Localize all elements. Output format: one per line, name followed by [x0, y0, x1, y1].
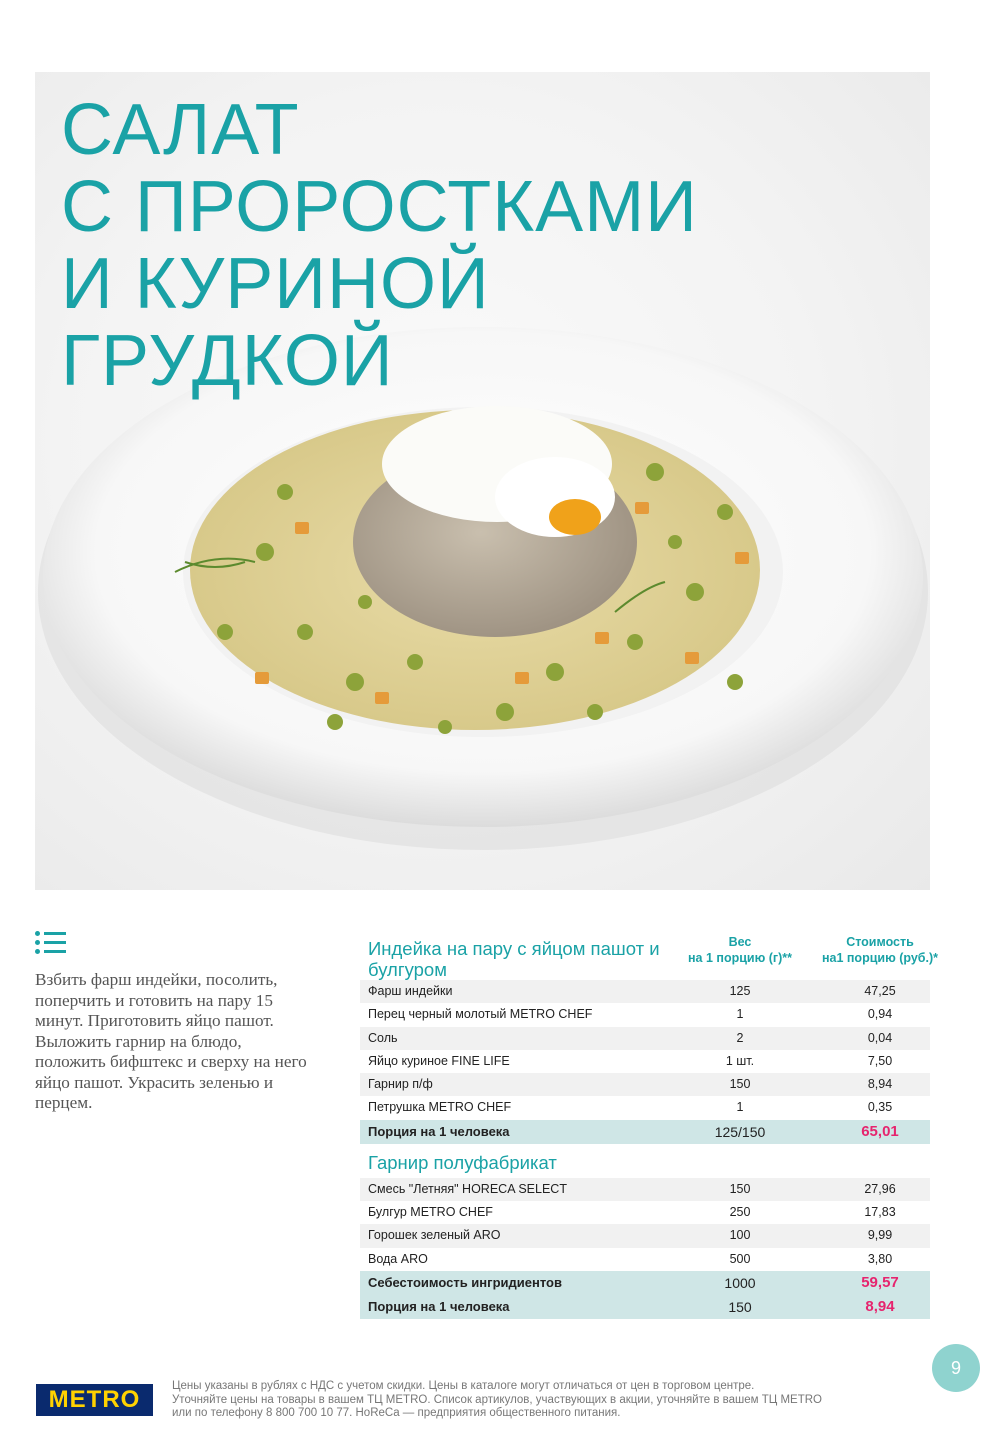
- page-number: 9: [932, 1344, 980, 1392]
- total-weight: 1000: [724, 1274, 756, 1291]
- method-text: Взбить фарш индейки, посолить, поперчить и готовить на пару 15 минут. Приготовить яйцо пашот. Выложить гарнир на блюдо, положить бифштекс и сверху на него яйцо пашот. Украсить зеленью и перцем.: [35, 970, 307, 1112]
- page-title: [61, 92, 698, 400]
- footer-disclaimer: [172, 1380, 872, 1421]
- dish-title: Индейка на пару с яйцом пашот и булгуром: [368, 938, 660, 980]
- row-weight: 1: [736, 1100, 744, 1115]
- row-weight: 250: [729, 1205, 751, 1220]
- total-name: Порция на 1 человека: [368, 1298, 510, 1314]
- total-weight: 150: [728, 1298, 752, 1315]
- title-line: ГРУДКОЙ: [61, 321, 394, 401]
- row-name: Петрушка METRO CHEF: [368, 1100, 512, 1115]
- footer-line: Цены указаны в рублях с НДС с учетом скидки. Цены в каталоге могут отличаться от цен в торговом центре.: [172, 1380, 755, 1392]
- footer-line: Уточняйте цены на товары в вашем ТЦ METRO. Список артикулов, участвующих в акции, уточняйте в вашем ТЦ METRO: [172, 1393, 822, 1406]
- row-weight: 100: [729, 1228, 751, 1243]
- cost-total-row: [360, 1271, 930, 1295]
- total-name: Порция на 1 человека: [368, 1123, 510, 1139]
- row-weight: 1 шт.: [725, 1053, 755, 1068]
- cost-column-header: Стоимость на1 порцию (руб.)*: [821, 935, 939, 965]
- total-cost: 8,94: [865, 1297, 895, 1315]
- table-row: [360, 980, 930, 1003]
- row-name: Гарнир п/ф: [368, 1077, 433, 1092]
- row-weight: 125: [729, 984, 751, 998]
- row-cost: 17,83: [864, 1205, 896, 1220]
- row-weight: 1: [736, 1007, 744, 1022]
- row-cost: 27,96: [864, 1181, 896, 1196]
- row-name: Смесь "Летняя" HORECA SELECT: [368, 1181, 567, 1196]
- table-header: [360, 932, 939, 980]
- table-row: [360, 1201, 930, 1224]
- row-name: Фарш индейки: [368, 984, 453, 998]
- weight-column-header: Вес на 1 порцию (г)**: [688, 935, 792, 965]
- table-row: [360, 1003, 930, 1026]
- row-name: Яйцо куриное FINE LIFE: [368, 1053, 510, 1068]
- table-row: [360, 1178, 930, 1201]
- table-row: [360, 1096, 930, 1119]
- row-weight: 500: [729, 1251, 751, 1266]
- total-cost: 65,01: [861, 1122, 899, 1140]
- garnish-subtitle: Гарнир полуфабрикат: [368, 1151, 557, 1173]
- footer-line: или по телефону 8 800 700 10 77. HoReCa — предприятия общественного питания.: [172, 1407, 621, 1420]
- row-cost: 3,80: [867, 1251, 893, 1266]
- row-name: Булгур METRO CHEF: [368, 1205, 493, 1220]
- row-cost: 47,25: [864, 984, 896, 998]
- row-name: Соль: [368, 1030, 398, 1045]
- table-row: [360, 1027, 930, 1050]
- row-weight: 150: [729, 1077, 751, 1092]
- title-line: САЛАТ: [61, 90, 300, 170]
- title-line: И КУРИНОЙ: [61, 244, 490, 324]
- row-cost: 0,35: [867, 1100, 893, 1115]
- row-name: Вода ARO: [368, 1251, 428, 1266]
- total-row: [360, 1120, 930, 1144]
- row-cost: 0,94: [867, 1007, 893, 1022]
- metro-logo: [36, 1384, 153, 1416]
- table-row: [360, 1248, 930, 1271]
- row-name: Перец черный молотый METRO CHEF: [368, 1007, 593, 1022]
- total-name: Себестоимость ингридиентов: [368, 1274, 562, 1290]
- row-cost: 0,04: [867, 1030, 893, 1045]
- hero-photo: [35, 72, 930, 890]
- list-icon: [35, 930, 69, 956]
- table-row: [360, 1224, 930, 1247]
- table-row: [360, 1050, 930, 1073]
- row-weight: 150: [729, 1181, 751, 1196]
- method-block: [35, 930, 315, 1114]
- row-name: Горошек зеленый ARO: [368, 1228, 501, 1243]
- table-row: [360, 1073, 930, 1096]
- row-cost: 9,99: [867, 1228, 893, 1243]
- row-cost: 7,50: [867, 1053, 893, 1068]
- total-cost: 59,57: [861, 1273, 899, 1291]
- cost-table: [360, 932, 939, 1319]
- title-line: С ПРОРОСТКАМИ: [61, 167, 698, 247]
- row-weight: 2: [736, 1030, 744, 1045]
- row-cost: 8,94: [867, 1077, 893, 1092]
- portion-total-row: [360, 1295, 930, 1319]
- total-weight: 125/150: [714, 1123, 766, 1140]
- logo-text: METRO: [48, 1386, 141, 1413]
